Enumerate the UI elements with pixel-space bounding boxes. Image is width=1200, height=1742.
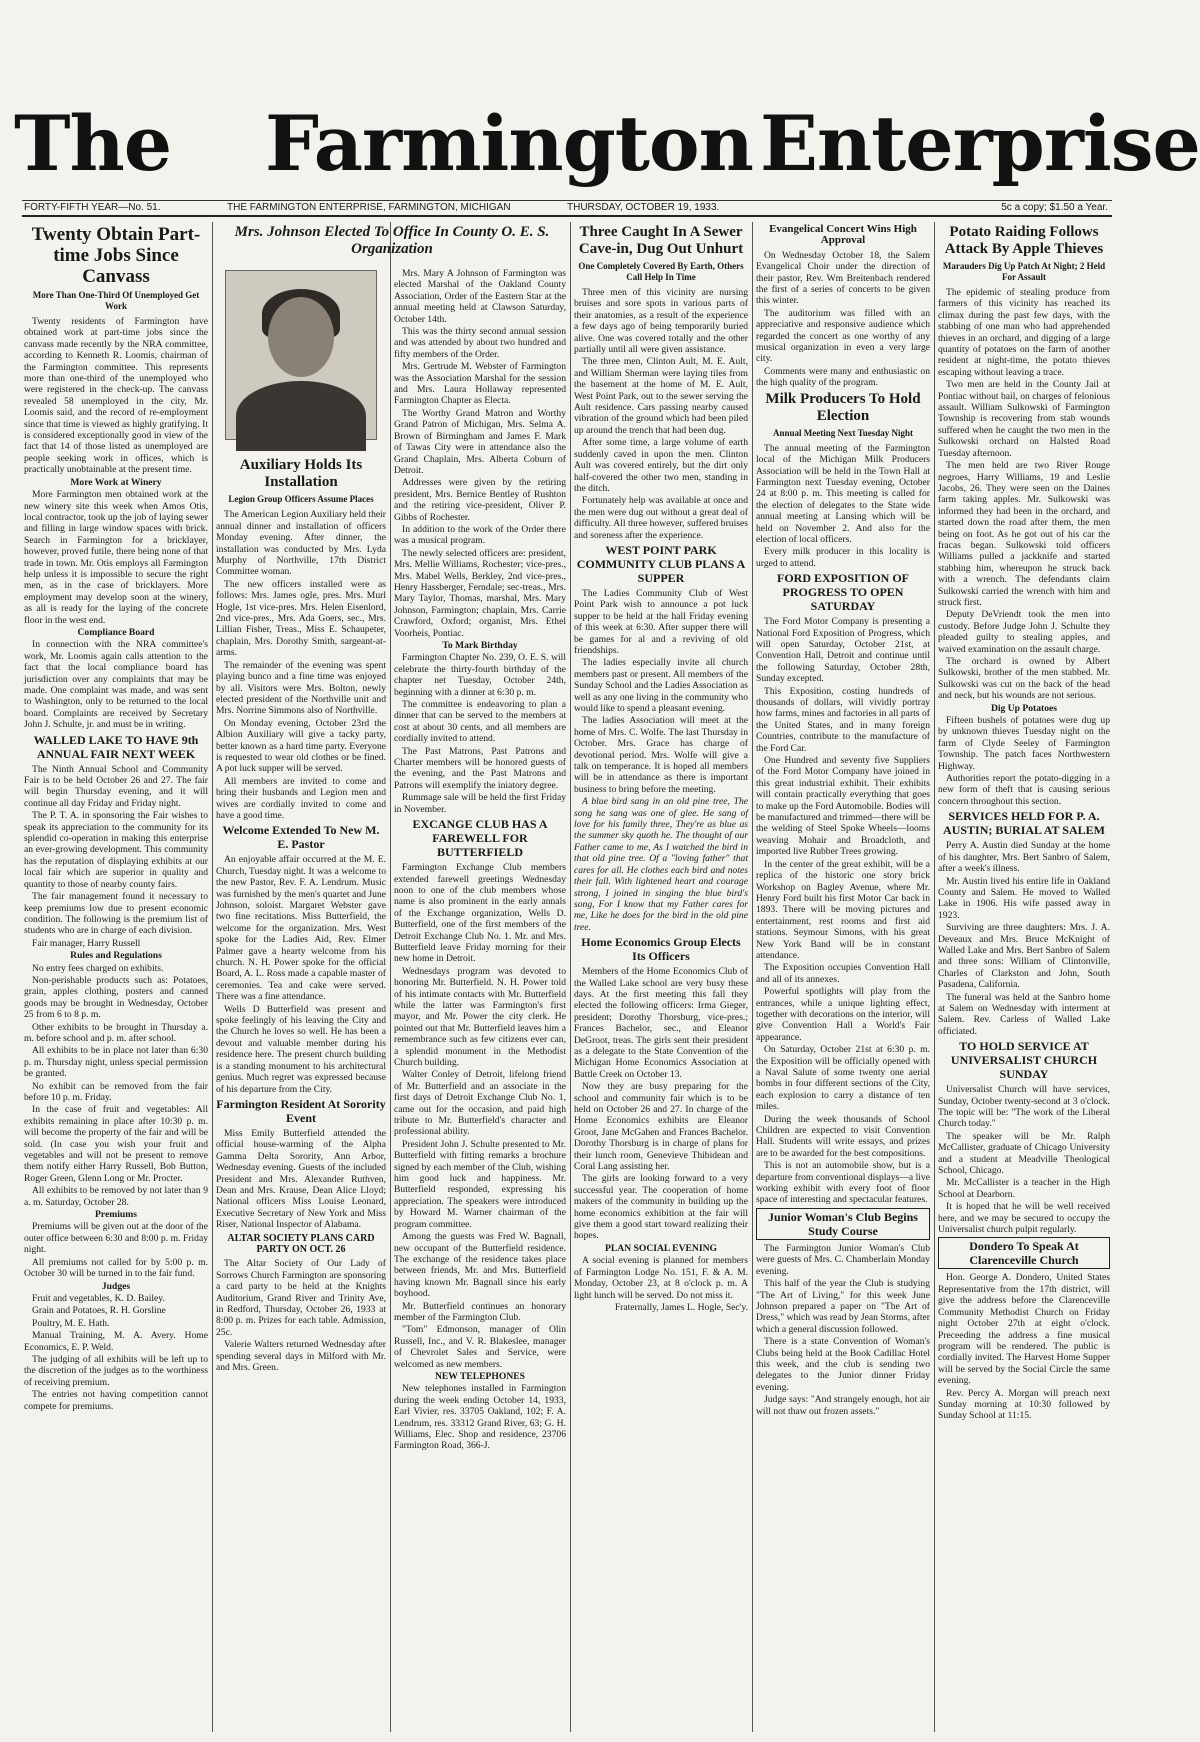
paragraph: Addresses were given by the retiring president, Mrs. Bernice Bentley of Rushton and the retiring vice-president, Oliver P. Gibbs of Rochester. xyxy=(394,477,566,523)
headline-part-time-jobs: Twenty Obtain Part-time Jobs Since Canvass xyxy=(31,224,201,287)
headline-walled-lake-fair: WALLED LAKE TO HAVE 9th ANNUAL FAIR NEXT WEEK xyxy=(33,732,199,761)
paragraph: All exhibits to be in place not later than 6:30 p. m. Thursday night, unless special permission be granted. xyxy=(24,1045,208,1080)
folio-date: THURSDAY, OCTOBER 19, 1933. xyxy=(567,202,720,213)
paragraph: More Farmington men obtained work at the new winery site this week when Amos Otis, local contractor, took up the job of laying sewer and filling in large window spaces with brick. Search in Farmington for a bricklayer, however, proved futile, there being none of that trade in town. Mr. Otis employs all Farmington help unless it is impossible to secure the right men, as in the case of bricklayers. More employment may develop soon at the winery, as all is ready for the laying of the concrete floor in the west end. xyxy=(24,489,208,626)
headline-social-evening: PLAN SOCIAL EVENING xyxy=(605,1242,717,1254)
column-5 xyxy=(756,222,930,1732)
paragraph: The P. T. A. in sponsoring the Fair wishes to speak its appreciation to the community for its splendid co-operation in making this enterprise an ever-growing development. This community has the reputation of displaying exhibits at our local fair which are superior in quality and quantity to those of nearby county fairs. xyxy=(24,810,208,890)
headline-junior-womans-club: Junior Woman's Club Begins Study Course xyxy=(756,1208,930,1240)
paragraph: Perry A. Austin died Sunday at the home of his daughter, Mrs. Bert Sanbro of Salem, after a week's illness. xyxy=(938,840,1110,875)
paragraph: Every milk producer in this locality is urged to attend. xyxy=(756,546,930,569)
paragraph: Fair manager, Harry Russell xyxy=(32,937,141,949)
paragraph: The Ninth Annual School and Community Fair is to be held October 26 and 27. The fair will begin Thursday evening, and it will continue all day Friday and Friday night. xyxy=(24,763,208,809)
subhead: More Than One-Third Of Unemployed Get Work xyxy=(32,290,200,311)
paragraph: The committee is endeavoring to plan a dinner that can be served to the members at cost at about 30 cents, and all members are cordially invited to attend. xyxy=(394,699,566,745)
paragraph: After some time, a large volume of earth suddenly caved in upon the men. Clinton Ault was covered entirely, but the dirt only half-covered the other two men, standing in the ditch. xyxy=(574,437,748,494)
paragraph: Farmington Chapter No. 239, O. E. S. will celebrate the thirty-fourth birthday of the chapter net Tuesday, October 24th, beginning with a dinner at 6:30 p. m. xyxy=(394,652,566,698)
paragraph: No entry fees charged on exhibits. xyxy=(32,962,164,974)
headline-home-economics: Home Economics Group Elects Its Officers xyxy=(581,935,741,964)
paragraph: Deputy DeVriendt took the men into custody. Before Judge John J. Schulte they pleaded guilty to stealing apples, and waived examination on the assault charge. xyxy=(938,609,1110,655)
paragraph: Fortunately help was available at once and the men were dug out without a great deal of difficulty. All three however, suffered bruises and soreness after the experience. xyxy=(574,495,748,541)
masthead-word-3: Enterprise xyxy=(760,99,1200,188)
paragraph: Premiums will be given out at the door of the outer office between 6:30 and 8:00 p. m. Friday night. xyxy=(24,1221,208,1256)
signature-line: Fraternally, James L. Hogle, Sec'y. xyxy=(614,1301,748,1313)
paragraph: Farmington Exchange Club members extended farewell greetings Wednesday noon to one of the club members whose name is also prominent in the early annals of the Exchange organization, Wells D. Butterfield, one of the first members of the Detroit Exchange Club No. 1. Mr. and Mrs. Butterfield leave Friday morning for their new home in Detroit. xyxy=(394,862,566,965)
paragraph: A social evening is planned for members of Farmington Lodge No. 151, F. & A. M. Monday, October 23, at 8 o'clock p. m. A light lunch will be served. Do not miss it. xyxy=(574,1255,748,1301)
headline-dondero: Dondero To Speak At Clarenceville Church xyxy=(938,1237,1110,1269)
paragraph: Wednesdays program was devoted to honoring Mr. Butterfield. N. H. Power told of his intimate contacts with Mr. Butterfield while the latter was Farmington's first mayor, and Mr. Power the city clerk. He pointed out that Mr. Butterfield leaves him a remembrance such as few citizens ever can, a splendid monument in the Methodist Church building. xyxy=(394,965,566,1068)
paragraph: Judge says: "And strangely enough, hot air will not thaw out frozen assets." xyxy=(756,1394,930,1417)
paragraph: The remainder of the evening was spent playing bunco and a fine time was enjoyed by all. Visitors were Mrs. Bolton, newly elected president of the Northville unit and Mrs. Norrine Simmons also of Northville. xyxy=(216,659,386,717)
paragraph: In connection with the NRA committee's work, Mr. Loomis again calls attention to the fact that the local compliance board has jurisdiction over any complaints that may be made. One complaint was made, and was sent to Washington, only to be returned to the local board. Complaints are received by Secretary John J. Schulte, jr. and must be in writing. xyxy=(24,639,208,731)
column-rule xyxy=(570,222,571,1732)
paragraph: This Exposition, costing hundreds of thousands of dollars, will vividly portray how farms, mines and factories in all parts of the United States, and in many foreign Countries, contribute to the manufacture of the Ford Car. xyxy=(756,685,930,754)
paragraph: On Monday evening, October 23rd the Albion Auxiliary will give a tacky party, better known as a hard time party. Everyone is requested to wear old clothes or be fined. A pot luck supper will be served. xyxy=(216,717,386,775)
paragraph: Rummage sale will be held the first Friday in November. xyxy=(394,792,566,815)
paragraph: Valerie Walters returned Wednesday after spending several days in Milford with Mr. and Mrs. Green. xyxy=(216,1339,386,1374)
column-6 xyxy=(938,222,1110,1732)
headline-sewer-cave-in: Three Caught In A Sewer Cave-in, Dug Out Unhurt xyxy=(578,224,744,257)
paragraph: The speaker will be Mr. Ralph McCallister, graduate of Chicago University and a student at Meadville Theological School, Chicago. xyxy=(938,1130,1110,1177)
paragraph: Wells D Butterfield was present and spoke feelingly of his leaving the City and the Church he loves so well. He has been a devout and valuable member during his residence here. The present church building is a standing monument to his architectural genius. Much regret was expressed because of his departure from the City. xyxy=(216,1003,386,1095)
paragraph: On Wednesday October 18, the Salem Evangelical Choir under the direction of their pastor, Rev. Wm Breitenbach rendered the first of a series of concerts to be given this winter. xyxy=(756,249,930,307)
section-heading: Dig Up Potatoes xyxy=(990,702,1058,714)
headline-auxiliary: Auxiliary Holds Its Installation xyxy=(239,457,363,491)
paragraph: The funeral was held at the Sanbro home at Salem on Wednesday with interment at Salem. Rev. Carless of Walled Lake officiated. xyxy=(938,991,1110,1037)
paragraph: All premiums not called for by 5:00 p. m. October 30 will be turned in to the fair fund. xyxy=(24,1256,208,1280)
paragraph: Fruit and vegetables, K. D. Bailey. xyxy=(32,1292,165,1304)
headline-ford-exposition: FORD EXPOSITION OF PROGRESS TO OPEN SATURDAY xyxy=(776,571,909,614)
column-3 xyxy=(394,268,566,1732)
paragraph: The ladies Association will meet at the home of Mrs. C. Wolfe. The last Thursday in October. Mrs. Grace has charge of devotional period. Mrs. Wolfe will give a talk on temperance. It is hoped all members will be in attendance as there is important business to bring before the meeting. xyxy=(574,715,748,795)
paragraph: In addition to the work of the Order there was a musical program. xyxy=(394,523,566,547)
paragraph: Universalist Church will have services, Sunday, October twenty-second at 3 o'clock. The topic will be: "The work of the Liberal Church today." xyxy=(938,1084,1110,1130)
paragraph: Three men of this vicinity are nursing bruises and sore spots in various parts of their anatomies, as a result of the experience a few days ago of being temporarily buried alive. One was covered totally and the other partially until all were given assistance. xyxy=(574,287,748,356)
section-heading: To Mark Birthday xyxy=(442,640,518,651)
paragraph: In the center of the great exhibit, will be a replica of the historic one story brick Workshop on Bagley Avenue, where Mr. Henry Ford built his first Motor Car back in 1893. There will be moving pictures and entertainment, rest rooms and first aid stations. Seymour Simons, with his great New York Band will be in constant attendance. xyxy=(756,858,930,961)
masthead-word-2: Farmington xyxy=(265,99,753,188)
paragraph: The Worthy Grand Matron and Worthy Grand Patron of Michigan, Mrs. Selma A. Brown of Birmingham and James F. Mark of Tawas City were in attendance also the Grand Chaplain, Mrs. Alberta Coburn of Detroit. xyxy=(394,407,566,476)
paragraph: Mr. Butterfield continues an honorary member of the Farmington Club. xyxy=(394,1300,566,1323)
paragraph: Poultry, M. E. Hath. xyxy=(32,1317,110,1329)
paragraph: During the week thousands of School Children are expected to visit Convention Hall. Students will write essays, and prizes are to be awarded for the best compositions. xyxy=(756,1113,930,1159)
column-4 xyxy=(574,222,748,1732)
paragraph: The American Legion Auxiliary held their annual dinner and installation of officers Monday evening. After dinner, the installation was conducted by Mrs. Lyda Murphy of Northville, 17th District Committee woman. xyxy=(216,509,386,578)
paragraph: The ladies especially invite all church members past or present. All members of the Sunday School and the Ladies Association as well as any one living in the community who would like to spend a pleasant evening. xyxy=(574,657,748,714)
subhead: Marauders Dig Up Patch At Night; 2 Held For Assault xyxy=(942,261,1106,282)
paragraph: Grain and Potatoes, R. H. Gorsline xyxy=(32,1305,166,1317)
paragraph: Rev. Percy A. Morgan will preach next Sunday morning at 10:30 followed by Sunday School at 11:15. xyxy=(938,1387,1110,1422)
masthead-word-1: The xyxy=(14,99,172,188)
section-heading: Premiums xyxy=(95,1209,137,1221)
paragraph: Manual Training, M. A. Avery. Home Economics, E. P. Weld. xyxy=(24,1330,208,1353)
section-heading: Judges xyxy=(101,1280,131,1292)
paragraph: Mr. Austin lived his entire life in Oakland County and Salem. He moved to Walled Lake in 1906. His wife passed away in 1923. xyxy=(938,875,1110,921)
paragraph: The epidemic of stealing produce from farmers of this vicinity has reached its climax during the past few days, with the stabbing of one man who had apprehended thieves in an orchard, and digging of a large quantity of potatoes on the farm of another resident at night-time, the potato thieves escaping without leaving a trace. xyxy=(938,287,1110,378)
paragraph: The fair management found it necessary to keep premiums low due to present economic condition. The following is the premium list of students who are in charge of each division. xyxy=(24,891,208,937)
paragraph: Hon. George A. Dondero, United States Representative from the 17th district, will give the address before the Clarenceville Community Methodist Church on Friday night October 27th at eight o'clock. Preceeding the address a fine musical program will be rendered. The public is cordially invited. The Harvest Home Supper will be served by the Social Circle the same evening. xyxy=(938,1272,1110,1387)
paragraph: Fifteen bushels of potatoes were dug up by unknown thieves Tuesday night on the farm of Clyde Seeley of Farmington Township. The patch faces Northwestern Highway. xyxy=(938,715,1110,772)
paragraph: In the case of fruit and vegetables: All exhibits remaining in place after 10:30 p. m. will become the property of the fair and will be sold. (In case you wish your fruit and vegetables and will not be present to remove them notify either Harry Russell, Bob Button, Roger Green, Glenn Long or Mr. Procter. xyxy=(24,1104,208,1184)
paragraph: Comments were many and enthusiastic on the high quality of the program. xyxy=(756,365,930,389)
column-rule xyxy=(752,222,753,1732)
paragraph: Mr. McCallister is a teacher in the High School at Dearborn. xyxy=(938,1177,1110,1200)
paragraph: The Ford Motor Company is presenting a National Ford Exposition of Progress, which will open Saturday, October 21st, at Convention Hall, Detroit and continue until the following Saturday, October 28th, Sunday excepted. xyxy=(756,616,930,685)
paragraph: The entries not having competition cannot compete for premiums. xyxy=(24,1389,208,1412)
paragraph: Walter Conley of Detroit, lifelong friend of Mr. Butterfield and an associate in the first days of Detroit Exchange Club No. 1, came out for the occasion, and paid high tribute to Mr. Butterfield's character and professional ability. xyxy=(394,1069,566,1138)
paragraph: Twenty residents of Farmington have obtained work at part-time jobs since the canvass made recently by the NRA committee, according to Kenneth R. Loomis, chairman of the Farmington committee. This represents more than one-third of the unemployed who were registered in the check-up. The canvass revealed 58 unemployed in the city, Mr. Loomis said, and the record of re-employment since that time is viewed as highly gratifying. It is considered exceptionally good in view of the fact that 14 of those listed as unemployed are people seeking work in offices, which is practically unobtainable at the present time. xyxy=(24,316,208,476)
column-rule xyxy=(934,222,935,1732)
headline-text: Mrs. Johnson Elected To Office In County O. E. S. Organization xyxy=(234,224,550,257)
section-heading: Rules and Regulations xyxy=(70,950,162,962)
paragraph: President John J. Schulte presented to Mr. Butterfield with fitting remarks a brochure signed by each member of the Club, wishing him good luck and happiness. Mr. Butterfield responded, expressing his appreciation. The speakers were introduced by Howard M. Warner chairman of the program committee. xyxy=(394,1138,566,1230)
paragraph: One Hundred and seventy five Suppliers of the Ford Motor Company have joined in this great industrial exhibit. Their exhibits will contain practically everything that goes to make up the Ford Automobile. Bodies will be manufactured and trimmed—there will be the welding of Steel Spoke Wheels—looms weaving Mohair and Broadcloth, and imported live Rubber Trees growing. xyxy=(756,755,930,858)
headline-evangelical-concert: Evangelical Concert Wins High Approval xyxy=(769,223,917,247)
paragraph: The girls are looking forward to a very successful year. The cooperation of home makers of the community in building up the home economics exhibition at the fair will give them a good start toward realizing their hopes. xyxy=(574,1173,748,1242)
subhead: Legion Group Officers Assume Places xyxy=(228,494,374,505)
paragraph: The auditorium was filled with an appreciative and responsive audience which regarded the concert as one worthy of any musical organization in even a very large city. xyxy=(756,307,930,365)
paragraph: All members are invited to come and bring their husbands and Legion men and wives are cordially invited to come and have a good time. xyxy=(216,775,386,821)
paragraph: The newly selected officers are: president, Mrs. Mellie Williams, Rochester; vice-pres., Mrs. Mabel Wells, Berkley, 2nd vice-pres., Henry Hassberger, Ferndale; sec-treas., Mrs. Mary Taylor, Thomas, marshal, Mrs. Mary Johnson, Farmington; chaplain, Mrs. Carrie Crawford, Oxford; organist, Mrs. Ethel Voorheis, Pontiac. xyxy=(394,547,566,639)
section-heading: NEW TELEPHONES xyxy=(434,1370,526,1382)
paragraph: Mrs. Mary A Johnson of Farmington was elected Marshal of the Oakland County Association, Order of the Eastern Star at the annual meeting held at Clawson Saturday, October 14th. xyxy=(394,268,566,325)
headline-exchange-club: EXCANGE CLUB HAS A FAREWELL FOR BUTTERFIELD xyxy=(412,817,548,860)
portrait-body xyxy=(236,381,366,451)
folio-price: 5c a copy; $1.50 a Year. xyxy=(1001,202,1108,213)
portrait-photo xyxy=(225,270,377,440)
paragraph: This is not an automobile show, but is a departure from conventional displays—a live working exhibit with every foot of floor space of interesting and spectacular features. xyxy=(756,1160,930,1206)
paragraph: This half of the year the Club is studying "The Art of Living," for this week June Johnson prepared a paper on "The Art of Dress," which was read by Jean Storms, after which a general discussion followed. xyxy=(756,1278,930,1335)
folio-line xyxy=(22,200,1112,217)
headline-west-point-park: WEST POINT PARK COMMUNITY CLUB PLANS A SUPPER xyxy=(576,542,746,585)
folio-paper-name: THE FARMINGTON ENTERPRISE, FARMINGTON, MICHIGAN xyxy=(227,202,511,213)
section-heading: Compliance Board xyxy=(77,626,155,638)
headline-johnson-elected xyxy=(216,222,568,261)
portrait-face xyxy=(268,297,334,377)
headline-universalist-church: TO HOLD SERVICE AT UNIVERSALIST CHURCH SUNDAY xyxy=(950,1039,1098,1082)
paragraph: Miss Emily Butterfield attended the official house-warming of the Alpha Gamma Delta Sorority, Ann Arbor, Wednesday evening. Guests of the included President and Mrs. Alexander Ruthven, Dean and Mrs. Krause, Dean Alice Lloyd; National officers Miss Louise Leonard, Executive Secretary of New York and Miss Riser, National Inspector of Alabama. xyxy=(216,1127,386,1231)
headline-welcome-pastor: Welcome Extended To New M. E. Pastor xyxy=(222,823,380,852)
paragraph: The Farmington Junior Woman's Club were guests of Mrs. C. Chamberlain Monday evening. xyxy=(756,1242,930,1277)
section-heading: More Work at Winery xyxy=(70,476,162,488)
column-1 xyxy=(24,222,208,1732)
column-rule xyxy=(212,222,213,1732)
paragraph: The orchard is owned by Albert Sulkowski, brother of the men stabbed. Mr. Sulkowski was cut on the back of the head and neck, but his wounds are not serious. xyxy=(938,656,1110,702)
paragraph: The new officers installed were as follows: Mrs. James ogle, pres. Mrs. Murl Hogle, 1st vice-pres. Mrs. Helen Eisenlord, 2nd vice-pres., Mrs. Ada Goers, sec., Mrs. Lillian Fisher, Treas., Miss E. Schaupeter, chaplain, Mrs. Dorothy Smith, sargeant-at-arms. xyxy=(216,578,386,659)
paragraph: Mrs. Gertrude M. Webster of Farmington was the Association Marshal for the session and Mrs. Laura Hollaway represented Farmington Chapter as Electa. xyxy=(394,361,566,407)
paragraph: An enjoyable affair occurred at the M. E. Church, Tuesday night. It was a welcome to the new Pastor, Rev. F. A. Lendrum. Music was furnished by the men's quartet and June Johnson, soloist. Margaret Webster gave two fine recitations. Miss Butterfield, the welcome for the organization. Mrs. West spoke for the Ladies Aid, Rev. Elmer Palmer gave a hearty welcome from his church. N. H. Power spoke for the official Board, A. L. Ross made a capable master of ceremonies. Tea and cake were served. There was a fine attendance. xyxy=(216,854,386,1003)
headline-potato-raiding: Potato Raiding Follows Attack By Apple Thieves xyxy=(944,224,1104,257)
paragraph: Other exhibits to be brought in Thursday a. m. before school and p. m. after school. xyxy=(24,1021,208,1044)
paragraph: Powerful spotlights will play from the entrances, while a unique lighting effect, together with decorations on the interior, will give Convention Hall a World's Fair appearance. xyxy=(756,986,930,1043)
paragraph: The Ladies Community Club of West Point Park wish to announce a pot luck supper to be held at the hall Friday evening of this week at 6:30. After supper there will be games for al and a reviving of old friendships. xyxy=(574,587,748,656)
paragraph: Now they are busy preparing for the school and community fair which is to be held on October 26 and 27. In charge of the Home Economics exhibits are Eleanor Groot, Jane McGahen and Frances Bachelor. Dorothy Thorsburg is in charge of plans for their lunch room, Genevieve Thibidean and Coral Lang assisting her. xyxy=(574,1081,748,1173)
column-rule xyxy=(390,222,391,1732)
paragraph: New telephones installed in Farmington during the week ending October 14, 1933, Earl Vivier, res. 33705 Oakland, 102; F. A. Lendrum, res. 33312 Grand River, 63; G. H. Williams, Elec. Shop and residence, 23706 Farmington Road, 366-J. xyxy=(394,1383,566,1452)
headline-milk-producers: Milk Producers To Hold Election xyxy=(765,390,921,424)
paragraph: All exhibits to be removed by not later than 9 a. m. Saturday, October 28. xyxy=(24,1185,208,1208)
paragraph: Members of the Home Economics Club of the Walled Lake school are very busy these days. At the first meeting this fall they elected the following officers: Irma Gieger, president; Dorothy Thorsburg, vice-pres.; Frances Bachelor, sec., and Eleanor DeGroot, treas. The girls sent their president as a delegate to the State Convention of the Michigan Home Economics Association at Battle Creek on October 13. xyxy=(574,966,748,1080)
paragraph: Authorities report the potato-digging in a new form of theft that is causing serious concern throughout this section. xyxy=(938,773,1110,807)
headline-altar-society: ALTAR SOCIETY PLANS CARD PARTY ON OCT. 26 xyxy=(227,1232,375,1255)
subhead: One Completely Covered By Earth, Others Call Help In Time xyxy=(578,261,744,282)
headline-sorority: Farmington Resident At Sorority Event xyxy=(216,1096,386,1125)
paragraph: This was the thirty second annual session and was attended by about two hundred and fifty members of the Order. xyxy=(394,326,566,360)
folio-volume: FORTY-FIFTH YEAR—No. 51. xyxy=(24,202,161,213)
masthead xyxy=(0,96,1200,192)
paragraph: Surviving are three daughters: Mrs. J. A. Deveaux and Mrs. Bruce McKnight of Walled Lake and Mrs. Bert Sanbro of Salem and three sons: William of Clintonville, Charles of Clarkston and John, South Pasadena, California. xyxy=(938,922,1110,991)
paragraph: The Past Matrons, Past Patrons and Charter members will be honored guests of the evening, and the Past Matrons and Patrons will exemplify the iniatory degree. xyxy=(394,745,566,791)
column-2 xyxy=(216,268,386,1732)
headline-austin-services: SERVICES HELD FOR P. A. AUSTIN; BURIAL AT SALEM xyxy=(943,809,1105,838)
poem: A blue bird sang in an old pine tree, The song he sang was one of glee. He sang of love for his family three, They're as blue as the summer sky quoth he. The thought of our Father came to me, As I watched the bird in that old pine tree. Of a "loving father" that cares for all. He clothes each bird and notes their fall. With lightened heart and courage strong, I joined in singing the blue bird's song, For I know that my Father cares for me, Like he does for the bird in the old pine tree. xyxy=(574,796,748,933)
paragraph: The annual meeting of the Farmington local of the Michigan Milk Producers Association will be held in the Town Hall at Farmington next Tuesday evening, October 24 at 8:00 p. m. This meeting is called for the election of delegates to the State wide annual meeting at Lansing which will be held on November 2. And also for the election of local officers. xyxy=(756,442,930,545)
paragraph: "Tom" Edmonson, manager of Olin Russell, Inc., and V. R. Blakeslee, manager of Chevrolet Sales and Service, were welcomed as new members. xyxy=(394,1324,566,1370)
paragraph: Two men are held in the County Jail at Pontiac without bail, on charges of felonious assault. William Sulkowski of Farmington Township is recovering from stab wounds suffered when he caught the two men in the Sulkowski orchard on Halsted Road Tuesday afternoon. xyxy=(938,379,1110,459)
paragraph: Among the guests was Fred W. Bagnall, new occupant of the Butterfield residence. The exchange of the residence takes place between friends, Mr. and Mrs. Butterfield having known Mr. Bagnall since his early boyhood. xyxy=(394,1231,566,1300)
paragraph: No exhibit can be removed from the fair before 10 p. m. Friday. xyxy=(24,1080,208,1103)
paragraph: On Saturday, October 21st at 6:30 p. m. the Exposition will be officially opened with a Naval Salute of some twenty one aerial bombs in four different sections of the City, each explosion to carry a distance of ten miles. xyxy=(756,1044,930,1113)
paragraph: It is hoped that he will be well received here, and we may be secured to occupy the Universalist church pulpit regularly. xyxy=(938,1201,1110,1236)
paragraph: There is a state Convention of Woman's Clubs being held at the Book Cadillac Hotel this week, and the club is sending two delegates to the Junior dinner Friday evening. xyxy=(756,1336,930,1393)
paragraph: Non-perishable products such as: Potatoes, grain, apples clothing, posters and canned goods may be brought in Wednesday, October 25 from 6 to 8 p. m. xyxy=(24,974,208,1021)
paragraph: The men held are two River Rouge negroes, Harry Williams, 19 and Leslie Jacobs, 26. They were seen on the Daines farm taking apples. Mr. Sulkowski was informed they had been in the orchard, and started down the road after them, the men being on foot. As he got out of his car the fracas began. Sulkowski told officers Williams pulled a jackknife and started stabbing him, whereupon he struck back with a wrench. The defendants claim Sulkowski carried the wrench with him and struck first. xyxy=(938,460,1110,608)
subhead: Annual Meeting Next Tuesday Night xyxy=(772,427,914,438)
paragraph: The judging of all exhibits will be left up to the discretion of the judges as to the worthiness of receiving premium. xyxy=(24,1353,208,1388)
paragraph: The Exposition occupies Convention Hall and all of its annexes. xyxy=(756,962,930,985)
paragraph: The three men, Clinton Ault, M. E. Ault, and William Sherman were laying tiles from the basement at the home of M. E. Ault, West Point Park, out to the sewer serving the Ault residence. Cars passing nearby caused vibration of the ground which had been piled up around the trench that had been dug. xyxy=(574,356,748,436)
paragraph: The Altar Society of Our Lady of Sorrows Church Farmington are sponsoring a card party to be held at the Knights Auditorium, Grand River and Trinity Ave, in Redford, Thursday, October 26, 1933 at 8:00 p. m. Prizes for each table. Admission, 25c. xyxy=(216,1258,386,1338)
